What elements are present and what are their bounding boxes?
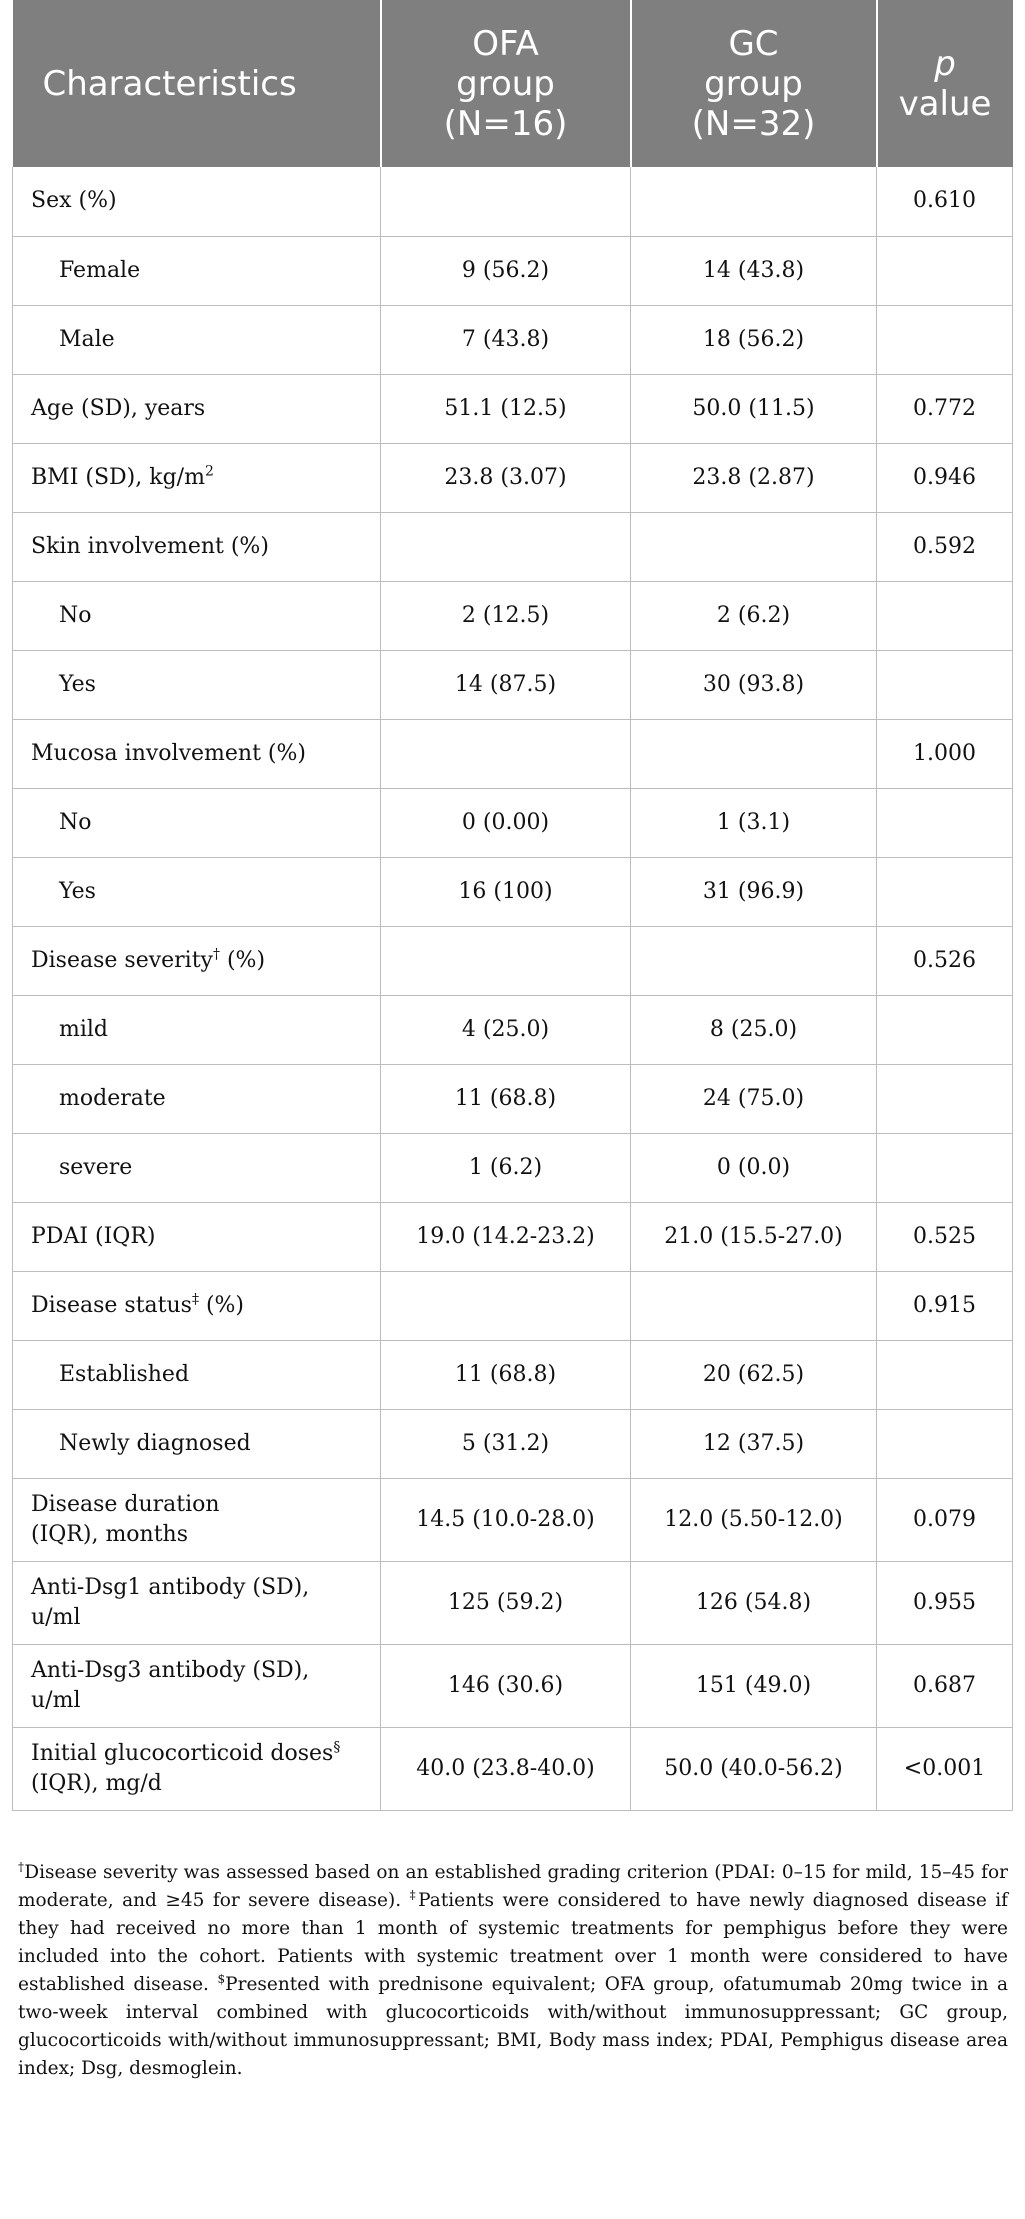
row-label: Mucosa involvement (%) (31, 740, 306, 766)
gc-value-cell (631, 512, 877, 581)
ofa-value-cell (381, 719, 631, 788)
row-label: Female (59, 257, 141, 283)
ofa-value-cell: 40.0 (23.8-40.0) (381, 1727, 631, 1810)
gc-value-cell: 1 (3.1) (631, 788, 877, 857)
row-label: moderate (59, 1085, 166, 1111)
footnote-marker: $ (217, 1971, 226, 1986)
ofa-value-cell: 51.1 (12.5) (381, 374, 631, 443)
table-body (13, 167, 1013, 1810)
header-gc-line2: group (704, 63, 803, 104)
footnote-text: Disease severity was assessed based on an established grading criterion (PDAI: 0–15 for mild, 15–45 for moderate, and ≥45 for severe disease). (18, 1862, 1008, 1911)
row-label-superscript: § (333, 1739, 341, 1756)
row-label: Initial glucocorticoid doses (31, 1740, 334, 1766)
p-value-cell (877, 1133, 1013, 1202)
row-label-cell (13, 1478, 381, 1561)
ofa-value-cell (381, 1271, 631, 1340)
gc-value-cell: 126 (54.8) (631, 1561, 877, 1644)
footnote-text: Patients were considered to have newly diagnosed disease if they had received no more than 1 month of systemic treatments for pemphigus before they were included into the cohort. Patients with systemic treatment over 1 month were considered to have established disease. (18, 1890, 1009, 1995)
ofa-value-cell (381, 167, 631, 236)
p-value-cell (877, 650, 1013, 719)
row-label: Sex (%) (31, 188, 117, 214)
table-row (13, 1478, 1013, 1561)
row-label-cell (13, 857, 381, 926)
table-row (13, 650, 1013, 719)
row-label-cell (13, 374, 381, 443)
row-label-cell (13, 995, 381, 1064)
p-value-cell: 1.000 (877, 719, 1013, 788)
ofa-value-cell (381, 926, 631, 995)
header-characteristics (13, 0, 381, 167)
ofa-value-cell: 4 (25.0) (381, 995, 631, 1064)
row-label: Disease severity (31, 947, 213, 973)
row-label: Yes (59, 878, 96, 904)
row-label-line2: u/ml (31, 1604, 81, 1630)
header-gc-line1: GC (728, 23, 779, 64)
p-value-cell (877, 1340, 1013, 1409)
gc-value-cell: 2 (6.2) (631, 581, 877, 650)
gc-value-cell: 30 (93.8) (631, 650, 877, 719)
row-label-cell (13, 443, 381, 512)
footnote-text: Presented with prednisone equivalent; OFA group, ofatumumab 20mg twice in a two-week interval combined with glucocorticoids with/without immunosuppressant; GC group, glucocorticoids with/without immunosuppressant; BMI, Body mass index; PDAI, Pemphigus disease area index; Dsg, desmoglein. (18, 1974, 1008, 2079)
p-value-cell (877, 788, 1013, 857)
row-label: No (59, 602, 92, 628)
row-label: mild (59, 1016, 109, 1042)
row-label-cell (13, 719, 381, 788)
ofa-value-cell: 9 (56.2) (381, 236, 631, 305)
row-label: Disease duration (31, 1491, 220, 1517)
gc-value-cell: 20 (62.5) (631, 1340, 877, 1409)
header-ofa-line3: (N=16) (443, 103, 568, 144)
gc-value-cell: 23.8 (2.87) (631, 443, 877, 512)
row-label: Yes (59, 671, 96, 697)
row-label: Skin involvement (%) (31, 533, 269, 559)
row-label: Anti-Dsg1 antibody (SD), (31, 1574, 310, 1600)
ofa-value-cell: 5 (31.2) (381, 1409, 631, 1478)
p-value-cell (877, 1409, 1013, 1478)
table-row (13, 719, 1013, 788)
table-row (13, 581, 1013, 650)
p-value-cell: 0.526 (877, 926, 1013, 995)
table-row (13, 512, 1013, 581)
row-label-superscript: 2 (204, 463, 214, 480)
footnote-marker: ‡ (409, 1887, 419, 1902)
footnote-marker: † (18, 1859, 25, 1874)
p-value-cell: 0.687 (877, 1644, 1013, 1727)
ofa-value-cell: 23.8 (3.07) (381, 443, 631, 512)
ofa-value-cell: 11 (68.8) (381, 1064, 631, 1133)
gc-value-cell: 12.0 (5.50-12.0) (631, 1478, 877, 1561)
p-value-cell: 0.525 (877, 1202, 1013, 1271)
row-label-cell (13, 167, 381, 236)
p-value-cell: 0.079 (877, 1478, 1013, 1561)
row-label-cell (13, 1064, 381, 1133)
row-label-cell (13, 305, 381, 374)
row-label-cell (13, 926, 381, 995)
table-row (13, 1727, 1013, 1810)
p-value-cell: <0.001 (877, 1727, 1013, 1810)
table-row (13, 1271, 1013, 1340)
table-row (13, 305, 1013, 374)
row-label-cell (13, 1133, 381, 1202)
table-row (13, 926, 1013, 995)
gc-value-cell (631, 719, 877, 788)
ofa-value-cell: 2 (12.5) (381, 581, 631, 650)
gc-value-cell (631, 167, 877, 236)
row-label-cell (13, 236, 381, 305)
row-label-cell (13, 1409, 381, 1478)
table-row (13, 1133, 1013, 1202)
header-p-value (877, 0, 1013, 167)
table-row (13, 1064, 1013, 1133)
row-label-cell (13, 1561, 381, 1644)
row-label: No (59, 809, 92, 835)
table-row (13, 1644, 1013, 1727)
ofa-value-cell: 1 (6.2) (381, 1133, 631, 1202)
table-header (13, 0, 1013, 167)
table-row (13, 1409, 1013, 1478)
row-label-line2: (IQR), months (31, 1521, 189, 1547)
row-label: severe (59, 1154, 133, 1180)
row-label-suffix: (%) (219, 947, 266, 973)
table-row (13, 1340, 1013, 1409)
p-value-cell (877, 857, 1013, 926)
row-label: Disease status (31, 1292, 192, 1318)
table-row (13, 167, 1013, 236)
ofa-value-cell: 125 (59.2) (381, 1561, 631, 1644)
row-label-cell (13, 1271, 381, 1340)
row-label-cell (13, 788, 381, 857)
row-label-cell (13, 1644, 381, 1727)
row-label-cell (13, 581, 381, 650)
gc-value-cell: 50.0 (11.5) (631, 374, 877, 443)
gc-value-cell: 50.0 (40.0-56.2) (631, 1727, 877, 1810)
table-row (13, 857, 1013, 926)
p-value-cell (877, 995, 1013, 1064)
ofa-value-cell (381, 512, 631, 581)
gc-value-cell: 31 (96.9) (631, 857, 877, 926)
characteristics-table (12, 0, 1013, 1811)
ofa-value-cell: 11 (68.8) (381, 1340, 631, 1409)
ofa-value-cell: 7 (43.8) (381, 305, 631, 374)
p-value-cell: 0.955 (877, 1561, 1013, 1644)
row-label: Age (SD), years (31, 395, 206, 421)
table-row (13, 788, 1013, 857)
row-label-cell (13, 1202, 381, 1271)
p-value-cell (877, 1064, 1013, 1133)
ofa-value-cell: 14.5 (10.0-28.0) (381, 1478, 631, 1561)
p-value-cell (877, 236, 1013, 305)
table-footnote (18, 1859, 1008, 2083)
row-label-cell (13, 650, 381, 719)
row-label: Anti-Dsg3 antibody (SD), (31, 1657, 310, 1683)
header-value: value (898, 83, 992, 124)
gc-value-cell: 0 (0.0) (631, 1133, 877, 1202)
p-value-cell (877, 305, 1013, 374)
row-label: Established (59, 1361, 190, 1387)
p-value-cell: 0.772 (877, 374, 1013, 443)
table-row (13, 236, 1013, 305)
table-row (13, 1202, 1013, 1271)
row-label-cell (13, 1340, 381, 1409)
gc-value-cell: 12 (37.5) (631, 1409, 877, 1478)
gc-value-cell: 21.0 (15.5-27.0) (631, 1202, 877, 1271)
row-label-suffix: (%) (198, 1292, 245, 1318)
p-value-cell: 0.946 (877, 443, 1013, 512)
p-value-cell: 0.915 (877, 1271, 1013, 1340)
gc-value-cell (631, 926, 877, 995)
row-label-superscript: ‡ (191, 1291, 199, 1308)
row-label: PDAI (IQR) (31, 1223, 156, 1249)
gc-value-cell: 8 (25.0) (631, 995, 877, 1064)
gc-value-cell: 24 (75.0) (631, 1064, 877, 1133)
header-ofa-line1: OFA (472, 23, 539, 64)
ofa-value-cell: 0 (0.00) (381, 788, 631, 857)
row-label: Male (59, 326, 115, 352)
gc-value-cell: 14 (43.8) (631, 236, 877, 305)
gc-value-cell (631, 1271, 877, 1340)
row-label: Newly diagnosed (59, 1430, 251, 1456)
row-label-line2: u/ml (31, 1687, 81, 1713)
header-ofa-group (381, 0, 631, 167)
table-row (13, 1561, 1013, 1644)
gc-value-cell: 151 (49.0) (631, 1644, 877, 1727)
header-gc-group (631, 0, 877, 167)
p-value-cell: 0.592 (877, 512, 1013, 581)
header-characteristics-text: Characteristics (42, 63, 297, 104)
ofa-value-cell: 14 (87.5) (381, 650, 631, 719)
p-value-cell (877, 581, 1013, 650)
row-label: BMI (SD), kg/m (31, 464, 205, 490)
row-label-cell (13, 512, 381, 581)
table-row (13, 443, 1013, 512)
p-value-cell: 0.610 (877, 167, 1013, 236)
row-label-superscript: † (212, 946, 220, 963)
header-gc-line3: (N=32) (691, 103, 816, 144)
ofa-value-cell: 19.0 (14.2-23.2) (381, 1202, 631, 1271)
ofa-value-cell: 146 (30.6) (381, 1644, 631, 1727)
header-ofa-line2: group (456, 63, 555, 104)
table-row (13, 995, 1013, 1064)
ofa-value-cell: 16 (100) (381, 857, 631, 926)
gc-value-cell: 18 (56.2) (631, 305, 877, 374)
row-label-cell (13, 1727, 381, 1810)
header-p-italic: p (934, 43, 956, 84)
table-row (13, 374, 1013, 443)
row-label-line2: (IQR), mg/d (31, 1770, 162, 1796)
